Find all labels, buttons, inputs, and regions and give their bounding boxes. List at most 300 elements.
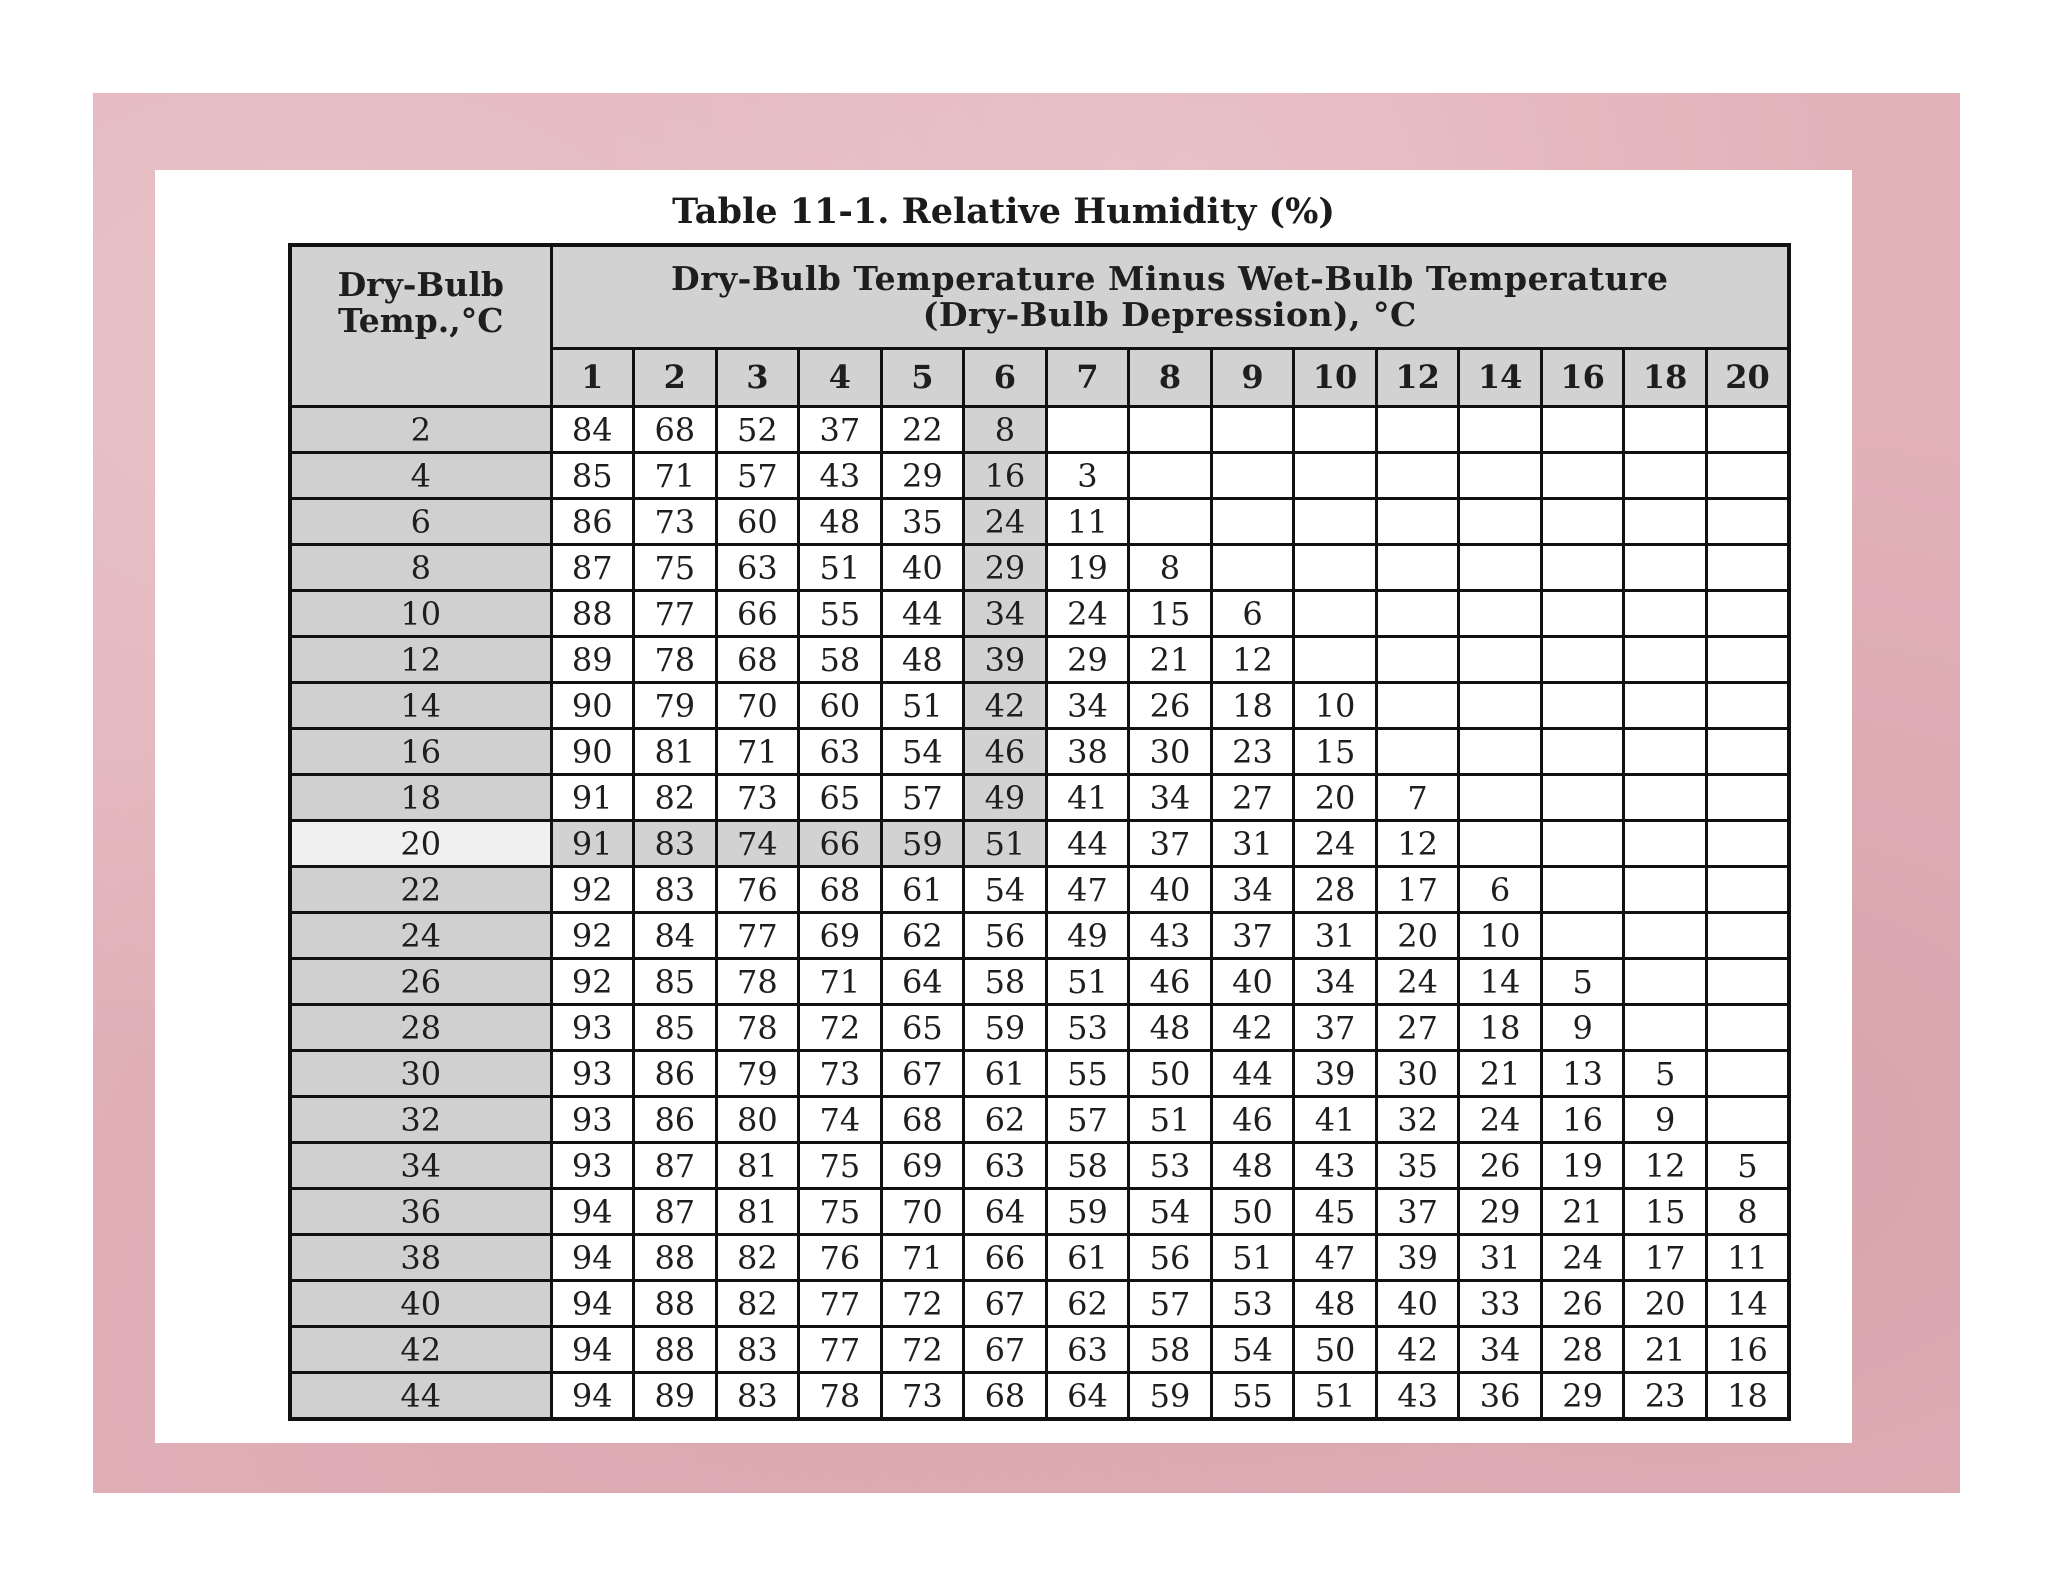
table-cell: 27 (1376, 1005, 1459, 1051)
table-row (290, 1235, 1789, 1281)
table-cell: 62 (1046, 1281, 1129, 1327)
table-cell: 50 (1129, 1051, 1212, 1097)
column-header-1: 1 (551, 348, 634, 406)
table-cell: 63 (1046, 1327, 1129, 1373)
table-cell: 93 (551, 1143, 634, 1189)
table-cell: 48 (881, 637, 964, 683)
table-cell: 93 (551, 1005, 634, 1051)
table-cell: 76 (799, 1235, 882, 1281)
table-cell (1376, 683, 1459, 729)
table-cell: 24 (1376, 959, 1459, 1005)
table-cell: 28 (1541, 1327, 1624, 1373)
table-cell: 68 (634, 407, 717, 453)
table-cell: 87 (634, 1189, 717, 1235)
column-header-2: 2 (634, 348, 717, 406)
row-label: 4 (290, 453, 551, 499)
table-cell: 37 (1211, 913, 1294, 959)
table-cell: 37 (1294, 1005, 1377, 1051)
column-group-header-line-1: Dry-Bulb Temperature Minus Wet-Bulb Temperature (670, 258, 1669, 298)
table-cell: 94 (551, 1281, 634, 1327)
table-cell (1459, 453, 1542, 499)
table-cell: 49 (1046, 913, 1129, 959)
column-header-20: 20 (1706, 348, 1789, 406)
row-label: 20 (290, 821, 551, 867)
row-label: 22 (290, 867, 551, 913)
table-cell (1541, 913, 1624, 959)
table-cell: 48 (1294, 1281, 1377, 1327)
table-cell: 77 (634, 591, 717, 637)
table-row (290, 545, 1789, 591)
table-cell: 22 (881, 407, 964, 453)
column-header-3: 3 (716, 348, 799, 406)
table-cell: 65 (799, 775, 882, 821)
table-cell: 54 (1211, 1327, 1294, 1373)
row-label: 18 (290, 775, 551, 821)
table-cell: 82 (716, 1281, 799, 1327)
table-cell (1541, 729, 1624, 775)
table-cell (1706, 453, 1789, 499)
table-cell: 84 (551, 407, 634, 453)
table-cell: 33 (1459, 1281, 1542, 1327)
table-cell: 6 (1211, 591, 1294, 637)
table-cell: 55 (799, 591, 882, 637)
table-cell: 93 (551, 1051, 634, 1097)
table-cell: 48 (799, 499, 882, 545)
table-cell: 24 (1459, 1097, 1542, 1143)
table-cell: 58 (1129, 1327, 1212, 1373)
row-label: 6 (290, 499, 551, 545)
table-cell: 51 (881, 683, 964, 729)
table-cell: 10 (1294, 683, 1377, 729)
table-cell: 34 (1211, 867, 1294, 913)
table-cell: 58 (964, 959, 1047, 1005)
table-cell: 92 (551, 959, 634, 1005)
column-header-7: 7 (1046, 348, 1129, 406)
table-cell: 43 (1294, 1143, 1377, 1189)
table-cell: 63 (964, 1143, 1047, 1189)
table-cell (1294, 499, 1377, 545)
table-cell (1376, 499, 1459, 545)
table-cell (1706, 1005, 1789, 1051)
table-row (290, 729, 1789, 775)
table-cell: 59 (881, 821, 964, 867)
table-cell (1706, 821, 1789, 867)
header-row-group (290, 245, 1789, 348)
table-cell: 31 (1211, 821, 1294, 867)
table-row (290, 591, 1789, 637)
table-row (290, 1005, 1789, 1051)
table-cell (1706, 683, 1789, 729)
table-cell: 75 (799, 1189, 882, 1235)
table-cell: 81 (716, 1143, 799, 1189)
table-cell: 50 (1211, 1189, 1294, 1235)
table-cell: 86 (634, 1097, 717, 1143)
table-cell: 71 (716, 729, 799, 775)
table-cell: 11 (1046, 499, 1129, 545)
table-cell: 61 (1046, 1235, 1129, 1281)
table-cell: 30 (1129, 729, 1212, 775)
table-cell (1376, 729, 1459, 775)
row-label: 32 (290, 1097, 551, 1143)
table-cell: 89 (634, 1373, 717, 1420)
row-header-line-1: Dry-Bulb (337, 265, 504, 304)
table-cell (1624, 545, 1707, 591)
row-label: 34 (290, 1143, 551, 1189)
table-body (290, 407, 1789, 1420)
table-cell: 42 (1376, 1327, 1459, 1373)
table-cell: 12 (1624, 1143, 1707, 1189)
table-cell: 41 (1046, 775, 1129, 821)
table-cell: 53 (1046, 1005, 1129, 1051)
table-cell (1706, 591, 1789, 637)
table-cell (1541, 407, 1624, 453)
row-label: 10 (290, 591, 551, 637)
table-cell (1541, 499, 1624, 545)
table-cell: 79 (716, 1051, 799, 1097)
table-cell (1706, 637, 1789, 683)
table-cell (1129, 407, 1212, 453)
table-cell: 20 (1376, 913, 1459, 959)
row-label: 24 (290, 913, 551, 959)
table-cell (1459, 775, 1542, 821)
table-cell (1459, 545, 1542, 591)
row-label: 8 (290, 545, 551, 591)
table-cell: 77 (799, 1327, 882, 1373)
row-label: 44 (290, 1373, 551, 1420)
table-cell: 57 (1046, 1097, 1129, 1143)
table-cell: 73 (799, 1051, 882, 1097)
table-row (290, 637, 1789, 683)
table-cell: 44 (1211, 1051, 1294, 1097)
table-cell (1706, 1097, 1789, 1143)
table-cell: 29 (1541, 1373, 1624, 1420)
table-cell: 24 (1046, 591, 1129, 637)
table-cell: 67 (964, 1327, 1047, 1373)
table-cell: 53 (1211, 1281, 1294, 1327)
table-cell: 11 (1706, 1235, 1789, 1281)
table-cell: 17 (1376, 867, 1459, 913)
table-cell: 42 (1211, 1005, 1294, 1051)
table-cell (1706, 499, 1789, 545)
row-label: 28 (290, 1005, 551, 1051)
table-cell: 75 (799, 1143, 882, 1189)
table-cell (1624, 407, 1707, 453)
table-cell: 58 (1046, 1143, 1129, 1189)
table-cell (1129, 499, 1212, 545)
table-cell: 36 (1459, 1373, 1542, 1420)
table-cell: 66 (964, 1235, 1047, 1281)
table-cell: 8 (964, 407, 1047, 453)
row-label: 38 (290, 1235, 551, 1281)
table-cell: 87 (634, 1143, 717, 1189)
table-cell: 5 (1541, 959, 1624, 1005)
table-cell: 61 (881, 867, 964, 913)
table-cell: 35 (881, 499, 964, 545)
table-cell: 52 (716, 407, 799, 453)
table-cell: 46 (964, 729, 1047, 775)
table-cell: 10 (1459, 913, 1542, 959)
table-cell: 34 (964, 591, 1047, 637)
table-cell (1459, 407, 1542, 453)
table-cell (1294, 453, 1377, 499)
column-group-header (551, 245, 1789, 348)
table-cell: 24 (1294, 821, 1377, 867)
table-cell (1706, 1051, 1789, 1097)
table-cell: 91 (551, 775, 634, 821)
table-cell: 57 (716, 453, 799, 499)
column-header-4: 4 (799, 348, 882, 406)
table-cell: 39 (1376, 1235, 1459, 1281)
table-cell (1624, 499, 1707, 545)
table-cell (1706, 913, 1789, 959)
table-row (290, 453, 1789, 499)
table-cell (1459, 821, 1542, 867)
table-cell: 51 (799, 545, 882, 591)
table-cell (1541, 637, 1624, 683)
table-cell: 66 (799, 821, 882, 867)
table-cell: 57 (1129, 1281, 1212, 1327)
table-cell: 94 (551, 1327, 634, 1373)
table-cell: 82 (716, 1235, 799, 1281)
table-cell: 62 (881, 913, 964, 959)
table-cell: 18 (1459, 1005, 1542, 1051)
table-cell: 68 (799, 867, 882, 913)
table-cell: 67 (964, 1281, 1047, 1327)
table-cell: 40 (1376, 1281, 1459, 1327)
table-cell (1376, 591, 1459, 637)
table-cell: 21 (1624, 1327, 1707, 1373)
table-cell: 88 (634, 1281, 717, 1327)
table-cell (1376, 453, 1459, 499)
table-cell: 78 (716, 959, 799, 1005)
table-cell: 15 (1129, 591, 1212, 637)
table-cell: 29 (1046, 637, 1129, 683)
table-cell: 59 (964, 1005, 1047, 1051)
table-cell: 85 (634, 959, 717, 1005)
table-cell: 26 (1541, 1281, 1624, 1327)
table-cell: 86 (551, 499, 634, 545)
table-cell: 28 (1294, 867, 1377, 913)
column-header-18: 18 (1624, 348, 1707, 406)
table-cell: 68 (881, 1097, 964, 1143)
table-row (290, 1189, 1789, 1235)
table-cell: 32 (1376, 1097, 1459, 1143)
table-cell: 15 (1624, 1189, 1707, 1235)
table-cell: 83 (634, 867, 717, 913)
table-cell: 24 (964, 499, 1047, 545)
table-cell (1624, 1005, 1707, 1051)
table-cell: 59 (1129, 1373, 1212, 1420)
table-cell: 39 (1294, 1051, 1377, 1097)
table-cell (1624, 913, 1707, 959)
table-cell: 81 (716, 1189, 799, 1235)
table-cell: 38 (1046, 729, 1129, 775)
column-header-16: 16 (1541, 348, 1624, 406)
table-cell: 56 (964, 913, 1047, 959)
table-cell: 9 (1541, 1005, 1624, 1051)
table-cell: 79 (634, 683, 717, 729)
table-cell: 88 (551, 591, 634, 637)
table-cell: 58 (799, 637, 882, 683)
table-cell: 29 (881, 453, 964, 499)
column-header-14: 14 (1459, 348, 1542, 406)
table-cell (1459, 499, 1542, 545)
table-cell: 94 (551, 1189, 634, 1235)
table-cell: 54 (1129, 1189, 1212, 1235)
table-cell: 84 (634, 913, 717, 959)
table-cell: 43 (799, 453, 882, 499)
table-cell: 54 (881, 729, 964, 775)
table-cell: 73 (634, 499, 717, 545)
table-cell: 83 (716, 1327, 799, 1373)
table-cell: 45 (1294, 1189, 1377, 1235)
column-header-6: 6 (964, 348, 1047, 406)
table-cell: 71 (634, 453, 717, 499)
table-cell: 44 (1046, 821, 1129, 867)
table-cell: 13 (1541, 1051, 1624, 1097)
table-cell: 37 (1376, 1189, 1459, 1235)
table-row (290, 1327, 1789, 1373)
table-cell: 23 (1211, 729, 1294, 775)
table-cell (1624, 683, 1707, 729)
table-cell: 61 (964, 1051, 1047, 1097)
table-cell: 73 (716, 775, 799, 821)
table-cell: 71 (799, 959, 882, 1005)
table-cell: 90 (551, 729, 634, 775)
table-cell: 72 (881, 1327, 964, 1373)
table-cell: 8 (1706, 1189, 1789, 1235)
table-cell: 9 (1624, 1097, 1707, 1143)
table-cell: 63 (799, 729, 882, 775)
table-cell: 90 (551, 683, 634, 729)
table-cell: 59 (1046, 1189, 1129, 1235)
table-cell (1624, 729, 1707, 775)
table-cell: 51 (1129, 1097, 1212, 1143)
table-cell: 88 (634, 1327, 717, 1373)
table-cell: 26 (1129, 683, 1212, 729)
table-cell: 26 (1459, 1143, 1542, 1189)
table-row (290, 1281, 1789, 1327)
table-cell: 29 (964, 545, 1047, 591)
table-cell: 21 (1541, 1189, 1624, 1235)
table-cell: 37 (1129, 821, 1212, 867)
table-cell: 91 (551, 821, 634, 867)
table-cell: 20 (1624, 1281, 1707, 1327)
table-cell (1541, 453, 1624, 499)
column-header-9: 9 (1211, 348, 1294, 406)
table-cell (1706, 867, 1789, 913)
table-cell: 27 (1211, 775, 1294, 821)
table-cell: 68 (716, 637, 799, 683)
table-cell: 43 (1376, 1373, 1459, 1420)
table-cell: 23 (1624, 1373, 1707, 1420)
table-cell: 6 (1459, 867, 1542, 913)
table-cell: 62 (964, 1097, 1047, 1143)
table-cell: 47 (1046, 867, 1129, 913)
table-row (290, 1051, 1789, 1097)
table-cell (1541, 591, 1624, 637)
table-cell: 72 (881, 1281, 964, 1327)
table-cell: 51 (1211, 1235, 1294, 1281)
table-cell: 75 (634, 545, 717, 591)
table-cell: 64 (964, 1189, 1047, 1235)
table-cell: 3 (1046, 453, 1129, 499)
table-cell: 78 (634, 637, 717, 683)
table-cell: 14 (1706, 1281, 1789, 1327)
column-header-12: 12 (1376, 348, 1459, 406)
table-cell: 31 (1294, 913, 1377, 959)
table-cell: 93 (551, 1097, 634, 1143)
row-header-dry-bulb-temp (290, 245, 551, 407)
table-row (290, 1097, 1789, 1143)
table-cell: 34 (1459, 1327, 1542, 1373)
column-header-5: 5 (881, 348, 964, 406)
table-cell: 19 (1541, 1143, 1624, 1189)
table-cell: 72 (799, 1005, 882, 1051)
table-cell: 57 (881, 775, 964, 821)
table-cell: 42 (964, 683, 1047, 729)
table-cell: 19 (1046, 545, 1129, 591)
row-label: 2 (290, 407, 551, 453)
table-cell (1211, 453, 1294, 499)
table-cell: 14 (1459, 959, 1542, 1005)
table-cell: 50 (1294, 1327, 1377, 1373)
table-cell (1294, 407, 1377, 453)
table-cell: 80 (716, 1097, 799, 1143)
table-cell: 65 (881, 1005, 964, 1051)
table-cell: 16 (964, 453, 1047, 499)
table-cell: 56 (1129, 1235, 1212, 1281)
table-cell: 89 (551, 637, 634, 683)
table-cell: 15 (1294, 729, 1377, 775)
table-cell: 21 (1129, 637, 1212, 683)
table-cell: 66 (716, 591, 799, 637)
table-cell (1541, 821, 1624, 867)
table-cell: 71 (881, 1235, 964, 1281)
table-row (290, 775, 1789, 821)
row-header-line-2: Temp.,°C (338, 301, 504, 340)
table-cell (1624, 637, 1707, 683)
table-cell (1376, 637, 1459, 683)
table-cell: 18 (1706, 1373, 1789, 1420)
table-cell: 74 (716, 821, 799, 867)
table-cell: 41 (1294, 1097, 1377, 1143)
table-cell (1624, 867, 1707, 913)
table-cell: 64 (881, 959, 964, 1005)
table-cell: 8 (1129, 545, 1212, 591)
row-label: 30 (290, 1051, 551, 1097)
table-cell: 20 (1294, 775, 1377, 821)
table-cell: 77 (716, 913, 799, 959)
table-cell: 29 (1459, 1189, 1542, 1235)
table-cell (1211, 499, 1294, 545)
table-cell (1541, 867, 1624, 913)
table-cell (1376, 545, 1459, 591)
table-cell (1706, 407, 1789, 453)
table-cell (1211, 407, 1294, 453)
table-row (290, 1373, 1789, 1420)
table-cell (1459, 683, 1542, 729)
table-row (290, 683, 1789, 729)
table-cell: 18 (1211, 683, 1294, 729)
table-cell (1129, 453, 1212, 499)
table-cell: 48 (1211, 1143, 1294, 1189)
table-cell (1624, 591, 1707, 637)
table-cell: 60 (716, 499, 799, 545)
table-row (290, 913, 1789, 959)
table-cell: 85 (634, 1005, 717, 1051)
table-cell: 69 (799, 913, 882, 959)
